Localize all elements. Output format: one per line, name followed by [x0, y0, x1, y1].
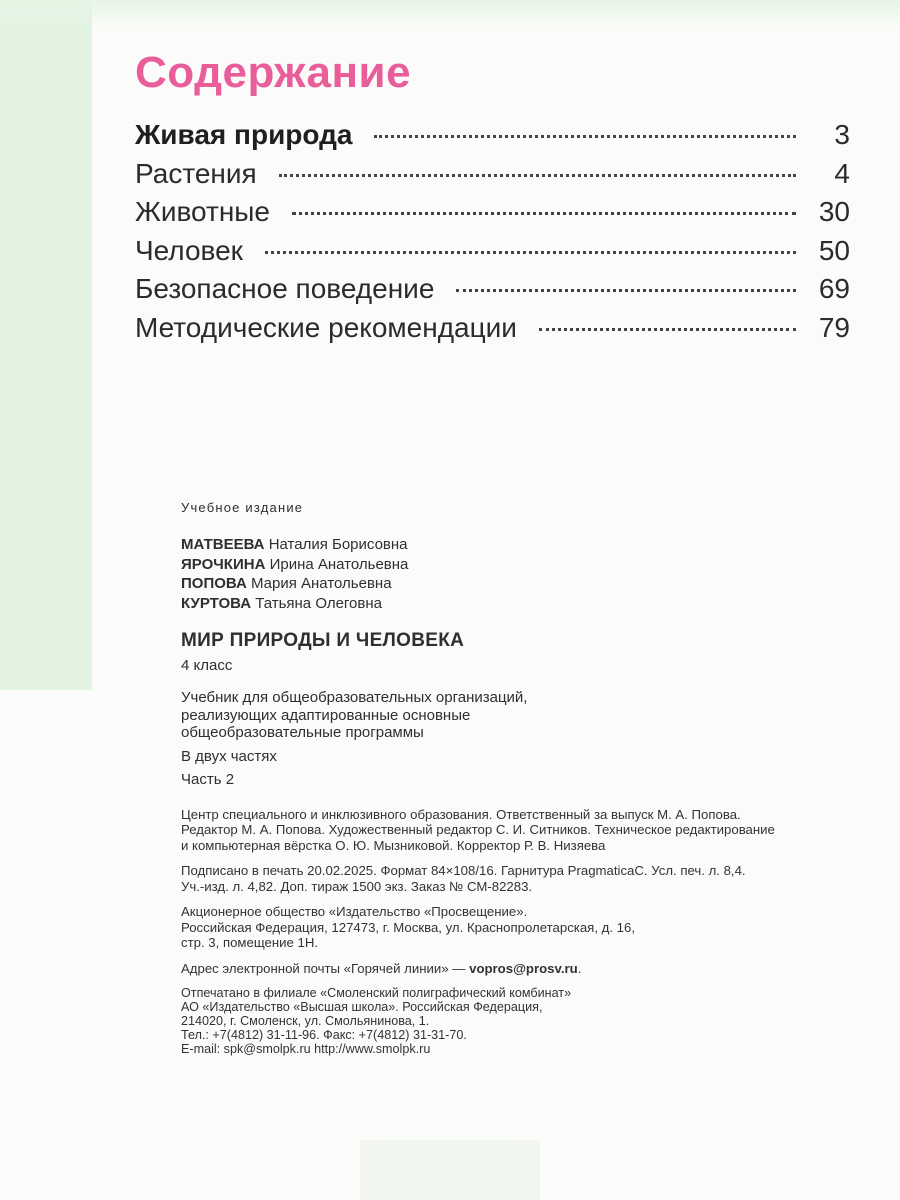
- toc-entry[interactable]: [135, 116, 850, 155]
- publisher-info: [181, 904, 841, 951]
- description-line: Учебник для общеобразовательных организаций,: [181, 689, 528, 706]
- toc-leader-dots: [265, 251, 796, 254]
- printer-line: Тел.: +7(4812) 31-11-96. Факс: +7(4812) 31-31-70.: [181, 1028, 467, 1042]
- toc-leader-dots: [374, 135, 796, 138]
- toc-entry[interactable]: [135, 155, 850, 194]
- edition-type: Учебное издание: [181, 500, 304, 515]
- staff-credits: [181, 807, 841, 854]
- book-description: [181, 689, 841, 742]
- toc-leader-dots: [292, 212, 796, 215]
- author-name: Наталия Борисовна: [268, 536, 408, 553]
- author-entry: [181, 594, 841, 614]
- staff-line: Центр специального и инклюзивного образования. Ответственный за выпуск М. А. Попова.: [181, 806, 741, 822]
- book-title: МИР ПРИРОДЫ И ЧЕЛОВЕКА: [181, 630, 465, 651]
- print-spec-line: Уч.-изд. л. 4,82. Доп. тираж 1500 экз. Заказ № СМ-82283.: [181, 878, 533, 894]
- author-name: Ирина Анатольевна: [269, 555, 409, 573]
- parts-count: В двух частях: [181, 747, 277, 765]
- toc-entry-page: 4: [834, 157, 850, 189]
- toc-leader-dots: [456, 289, 796, 292]
- hotline-info: [181, 961, 841, 977]
- page-edge-tint: [0, 0, 92, 690]
- publisher-line: стр. 3, помещение 1Н.: [181, 935, 319, 950]
- grade-label: 4 класс: [181, 657, 233, 674]
- staff-line: и компьютерная вёрстка О. Ю. Мызниковой. Корректор Р. В. Низяева: [181, 837, 606, 853]
- hotline-suffix: .: [577, 960, 582, 976]
- description-line: реализующих адаптированные основные: [181, 706, 471, 724]
- toc-entry[interactable]: [135, 309, 850, 348]
- toc-entry-page: 3: [834, 119, 850, 150]
- author-list: [181, 535, 841, 613]
- page-shadow: [360, 1140, 540, 1200]
- print-spec-line: Подписано в печать 20.02.2025. Формат 84×108/16. Гарнитура PragmaticaC. Усл. печ. л. 8,4.: [181, 863, 746, 878]
- print-specs: [181, 863, 841, 894]
- printer-line: Отпечатано в филиале «Смоленский полиграфический комбинат»: [181, 986, 572, 1000]
- toc-entry[interactable]: [135, 232, 850, 271]
- author-entry: [181, 574, 841, 594]
- author-surname: ЯРОЧКИНА: [181, 555, 266, 573]
- toc-entry-page: 69: [818, 273, 850, 304]
- printer-info: [181, 986, 841, 1056]
- printer-line: E-mail: spk@smolpk.ru http://www.smolpk.ru: [181, 1042, 431, 1056]
- author-entry: [181, 535, 841, 555]
- author-surname: МАТВЕЕВА: [181, 536, 265, 553]
- toc-entry-page: 30: [818, 196, 850, 227]
- imprint-block: [181, 498, 841, 1056]
- part-number: Часть 2: [181, 771, 235, 788]
- toc-leader-dots: [539, 328, 796, 331]
- toc-entry[interactable]: [135, 270, 850, 309]
- toc-entry-label: Живая природа: [135, 119, 353, 150]
- toc-entry-page: 79: [818, 311, 850, 343]
- printer-line: 214020, г. Смоленск, ул. Смольянинова, 1.: [181, 1014, 430, 1028]
- author-surname: ПОПОВА: [181, 575, 247, 592]
- toc-entry-label: Человек: [135, 234, 243, 266]
- author-surname: КУРТОВА: [181, 594, 252, 612]
- hotline-email[interactable]: vopros@prosv.ru: [469, 960, 578, 976]
- toc-entry[interactable]: [135, 193, 850, 232]
- toc-entry-label: Животные: [135, 196, 270, 227]
- publisher-line: Российская Федерация, 127473, г. Москва, ул. Краснопролетарская, д. 16,: [181, 919, 635, 935]
- toc-entry-label: Безопасное поведение: [135, 273, 435, 304]
- hotline-prefix: Адрес электронной почты «Горячей линии» —: [181, 960, 470, 976]
- printer-line: АО «Издательство «Высшая школа». Российская Федерация,: [181, 1000, 543, 1014]
- description-line: общеобразовательные программы: [181, 724, 424, 741]
- table-of-contents: [135, 116, 850, 347]
- toc-entry-label: Растения: [135, 157, 257, 189]
- toc-entry-page: 50: [818, 234, 850, 266]
- author-entry: [181, 555, 841, 575]
- toc-leader-dots: [279, 174, 796, 177]
- author-name: Татьяна Олеговна: [255, 594, 382, 612]
- page-top-tint: [0, 0, 900, 28]
- staff-line: Редактор М. А. Попова. Художественный редактор С. И. Ситников. Техническое редактирование: [181, 822, 775, 837]
- toc-title: Содержание: [135, 48, 412, 97]
- author-name: Мария Анатольевна: [251, 575, 392, 592]
- publisher-line: Акционерное общество «Издательство «Просвещение».: [181, 904, 528, 919]
- toc-entry-label: Методические рекомендации: [135, 311, 517, 343]
